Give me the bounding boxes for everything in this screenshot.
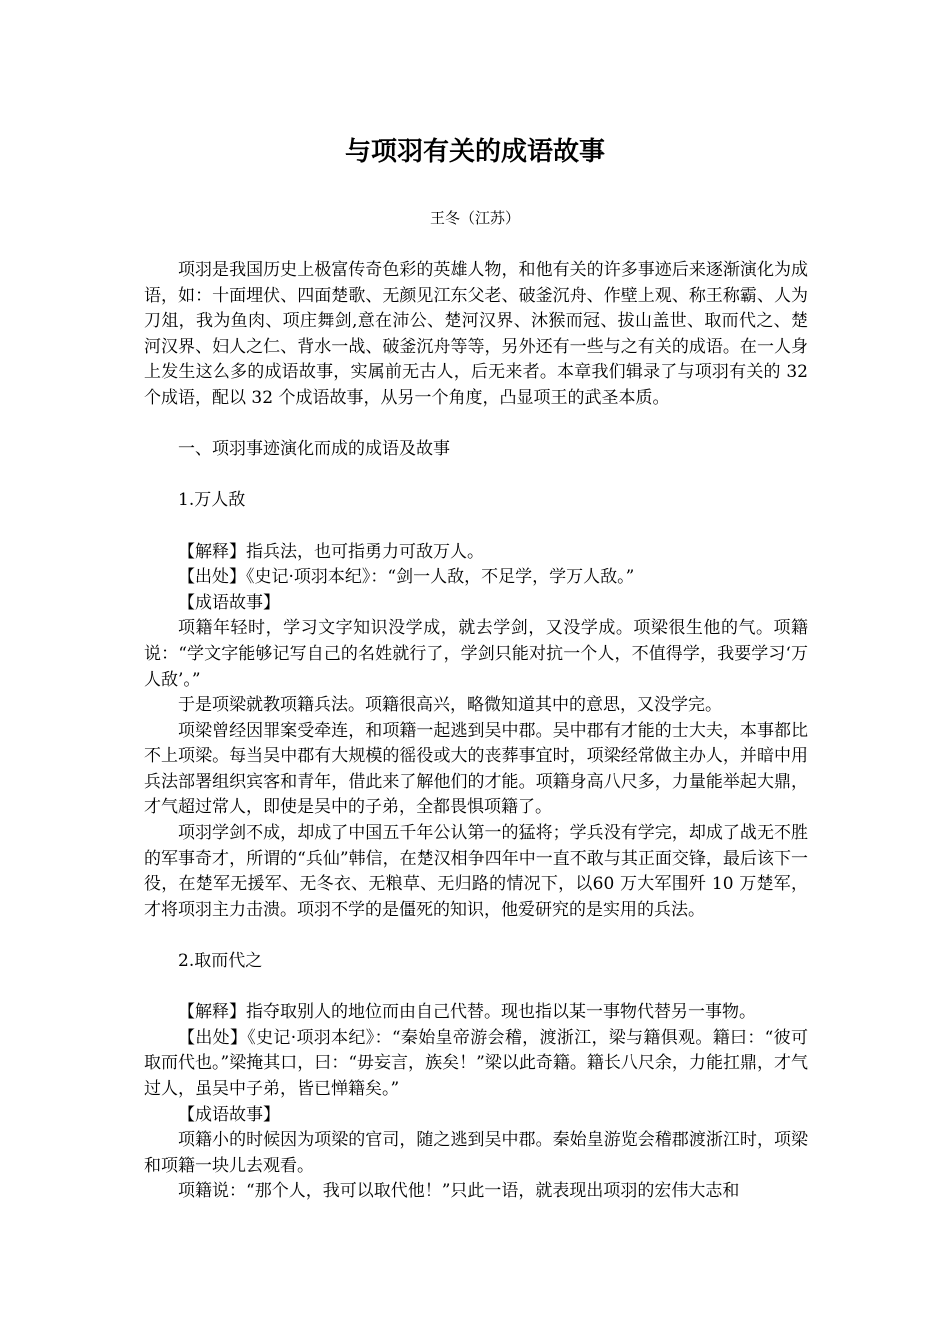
idiom-1-story-paragraph: 于是项梁就教项籍兵法。项籍很高兴，略微知道其中的意思，又没学完。 xyxy=(178,695,722,716)
idiom-2-heading: 2.取而代之 xyxy=(178,951,263,972)
idiom-1-story-paragraph: 项籍年轻时，学习文字知识没学成，就去学剑，又没学成。项梁很生他的气。项籍说：“学文字能够记写自己的名姓就行了，学剑只能对抗一个人，不值得学，我要学习‘万人敌’。” xyxy=(144,618,808,690)
idiom-1-story-label: 【成语故事】 xyxy=(178,592,280,613)
idiom-1-story-paragraph: 项梁曾经因罪案受牵连，和项籍一起逃到吴中郡。吴中郡有才能的士大夫，本事都比不上项梁。每当吴中郡有大规模的徭役或大的丧葬事宜时，项梁经常做主办人，并暗中用兵法部署组织宾客和青年，借此来了解他们的才能。项籍身高八尺多，力量能举起大鼎，才气超过常人，即使是吴中的子弟，全都畏惧项籍了。 xyxy=(144,720,808,818)
document-title: 与项羽有关的成语故事 xyxy=(344,137,605,167)
idiom-1-source: 【出处】《史记·项羽本纪》：“剑一人敌，不足学，学万人敌。” xyxy=(178,567,635,588)
idiom-2-story-paragraph: 项籍小的时候因为项梁的官司，随之逃到吴中郡。秦始皇游览会稽郡渡浙江时，项梁和项籍一块儿去观看。 xyxy=(144,1130,808,1176)
idiom-1-story-paragraph: 项羽学剑不成，却成了中国五千年公认第一的猛将；学兵没有学完，却成了战无不胜的军事奇才，所谓的“兵仙”韩信，在楚汉相争四年中一直不敢与其正面交锋，最后该下一役，在楚军无援军、无冬衣、无粮草、无归路的情况下，以60 万大军围歼 10 万楚军，才将项羽主力击溃。项羽不学的是僵死的知识，他爱研究的是实用的兵法。 xyxy=(144,823,808,920)
idiom-2-story-label: 【成语故事】 xyxy=(178,1104,280,1125)
idiom-2-story-paragraph: 项籍说：“那个人，我可以取代他！”只此一语，就表现出项羽的宏伟大志和 xyxy=(178,1181,740,1202)
document-body xyxy=(144,258,808,1205)
idiom-2-explanation: 【解释】指夺取别人的地位而由自己代替。现也指以某一事物代替另一事物。 xyxy=(178,1002,756,1023)
section-heading: 一、项羽事迹演化而成的成语及故事 xyxy=(178,439,450,460)
idiom-1-explanation: 【解释】指兵法，也可指勇力可敌万人。 xyxy=(178,541,484,562)
idiom-2-source: 【出处】《史记·项羽本纪》：“秦始皇帝游会稽，渡浙江，梁与籍俱观。籍曰：“彼可取而代也。”梁掩其口，曰：“毋妄言，族矣！”梁以此奇籍。籍长八尺余，力能扛鼎，才气过人，虽吴中子弟，皆已惮籍矣。” xyxy=(144,1027,808,1099)
intro-paragraph: 项羽是我国历史上极富传奇色彩的英雄人物，和他有关的许多事迹后来逐渐演化为成语，如：十面埋伏、四面楚歌、无颜见江东父老、破釜沉舟、作壁上观、称王称霸、人为刀俎，我为鱼肉、项庄舞剑,意在沛公、楚河汉界、沐猴而冠、拔山盖世、取而代之、楚河汉界、妇人之仁、背水一战、破釜沉舟等等，另外还有一些与之有关的成语。在一人身上发生这么多的成语故事，实属前无古人，后无来者。本章我们辑录了与项羽有关的 32 个成语，配以 32 个成语故事，从另一个角度，凸显项王的武圣本质。 xyxy=(144,260,808,408)
idiom-1-heading: 1.万人敌 xyxy=(178,490,246,511)
author-line: 王冬（江苏） xyxy=(429,209,520,227)
